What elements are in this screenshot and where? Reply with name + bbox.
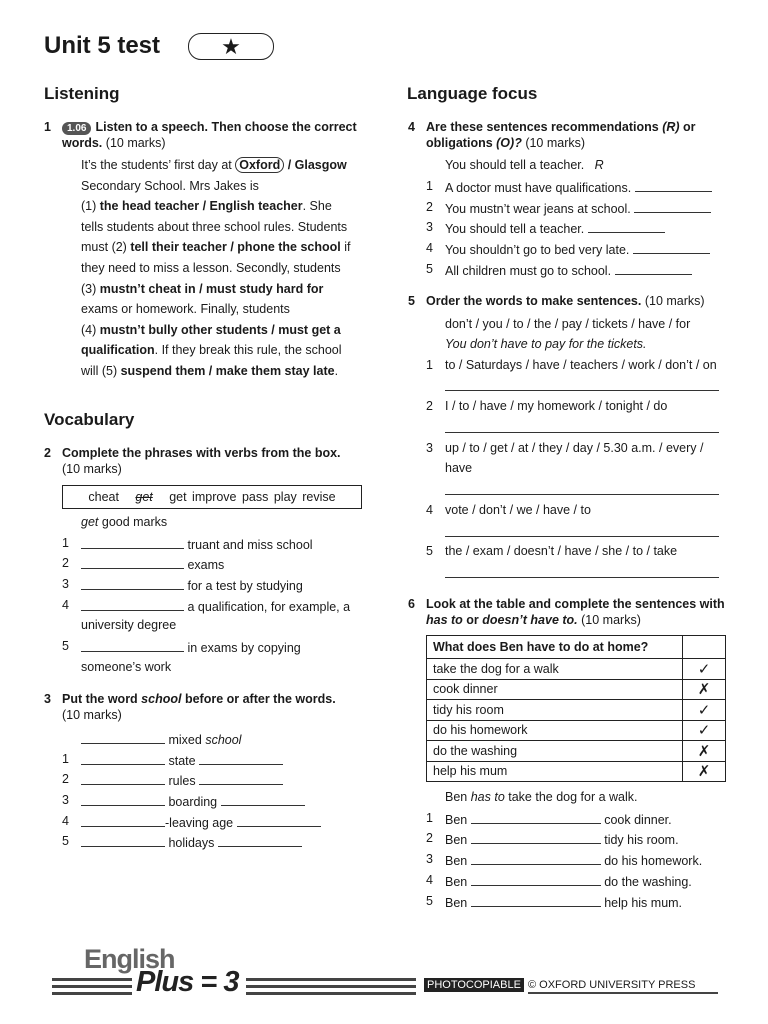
q3-example: mixed school [81,731,241,747]
answer-line [445,390,719,391]
q4-item: You shouldn’t go to bed very late. [445,241,710,257]
table-header: What does Ben have to do at home? [427,636,683,659]
q5-instruction: 5 Order the words to make sentences. (10 marks) [408,294,705,308]
logo-plus: Plus = 3 [136,966,239,998]
q1-passage: It’s the students’ first day at Oxford / Glasgow Secondary School. Mrs Jakes is (1) the head teacher / English teacher. She tells students about three school rules. Students must (2) tell their teacher / phone the school if they need to miss a lesson. Secondly, students (3) mustn’t cheat in / must study hard for exams or homework. Finally, students (4) mustn’t bully other students / must get a qualification. If they break this rule, the school will (5) suspend them / make them stay late. [81,158,351,378]
table-row: help his mum ✗ [427,761,726,782]
choice-5: suspend them / make them stay late [120,363,335,378]
q3-item: state [81,752,283,768]
q6-item: Ben help his mum. [445,896,683,910]
q3-instruction: 3 Put the word school before or after the words. (10 marks) [44,692,336,722]
q6-instruction: 6 Look at the table and complete the sentences with has to or doesn’t have to. (10 marks) [408,597,725,627]
item-number: 2 [426,831,433,845]
q6-item: Ben cook dinner. [445,813,672,827]
q2-item: truant and miss school [81,536,313,552]
q4-item: You mustn’t wear jeans at school. [445,200,711,216]
cross-icon: ✗ [683,761,726,782]
cross-icon: ✗ [683,741,726,762]
item-number: 5 [426,544,433,558]
q3-item: rules [81,772,283,788]
table-row: do the washing ✗ [427,741,726,762]
q6-item: Ben do the washing. [445,875,692,889]
answer-line [445,494,719,495]
choice-3: mustn’t cheat in / must study hard for [99,281,324,296]
item-number: 5 [426,894,433,908]
item-number: 4 [62,598,69,612]
q4-item: You should tell a teacher. [445,220,665,236]
answer-line [445,536,719,537]
q1-instruction: 1 1.06 Listen to a speech. Then choose the correct words. (10 marks) [44,120,357,150]
item-number: 2 [426,200,433,214]
item-number: 4 [426,503,433,517]
table-row: do his homework ✓ [427,720,726,741]
item-number: 1 [62,752,69,766]
answer-line [445,432,719,433]
q2-item-cont: someone’s work [81,660,172,674]
q2-item: for a test by studying [81,577,303,593]
q5-example: don’t / you / to / the / pay / tickets / have / for [445,317,691,331]
table-header-row [427,636,726,659]
star-level-badge [188,33,274,60]
q4-item: All children must go to school. [445,262,692,278]
item-number: 2 [426,399,433,413]
answer-line [445,577,719,578]
listening-heading: Listening [44,84,120,103]
vocabulary-heading: Vocabulary [44,410,135,429]
q5-item: vote / don’t / we / have / to [445,503,591,517]
publisher-label: © OXFORD UNIVERSITY PRESS [528,979,696,991]
page-title: Unit 5 test [44,32,161,59]
word-box: cheat get get improve pass play revise [62,485,362,509]
q4-item: A doctor must have qualifications. [445,179,712,195]
item-number: 1 [426,358,433,372]
q3-item: holidays [81,834,302,850]
q5-item: I / to / have / my homework / tonight / do [445,399,668,413]
item-number: 2 [62,772,69,786]
q2-item: in exams by copying [81,639,301,655]
item-number: 3 [62,577,69,591]
q3-item: -leaving age [81,814,321,830]
q2-item-cont: university degree [81,618,177,632]
item-number: 5 [62,639,69,653]
item-number: 4 [62,814,69,828]
q4-instruction: 4 Are these sentences recommendations (R) or obligations (O)? (10 marks) [408,120,696,150]
q2-item: a qualification, for example, a [81,598,350,614]
table-row: tidy his room ✓ [427,700,726,721]
audio-cd-icon: 1.06 [62,122,91,135]
tick-icon: ✓ [683,720,726,741]
photocopiable-label: PHOTOCOPIABLE [424,978,524,992]
q2-item: exams [81,556,224,572]
item-number: 3 [426,441,433,455]
chores-table [426,635,726,782]
footer-rule [246,978,416,981]
item-number: 1 [426,179,433,193]
q2-instruction: 2 Complete the phrases with verbs from the box. (10 marks) [44,446,341,476]
footer-rule [246,985,416,988]
item-number: 4 [426,241,433,255]
item-number: 4 [426,873,433,887]
q2-example: get good marks [81,515,168,529]
footer-rule [528,992,718,994]
item-number: 3 [426,220,433,234]
tick-icon: ✓ [683,700,726,721]
choice-1: the head teacher / English teacher [99,199,303,214]
item-number: 1 [426,811,433,825]
item-number: 1 [62,536,69,550]
tick-icon: ✓ [683,659,726,680]
q6-item: Ben tidy his room. [445,833,679,847]
cross-icon: ✗ [683,679,726,700]
footer-rule [52,978,132,981]
oxford-circled-answer: Oxford [235,157,284,173]
q3-item: boarding [81,793,305,809]
footer-rule [52,992,132,995]
footer-rule [246,992,416,995]
star-icon: ★ [221,34,241,59]
item-number: 3 [62,793,69,807]
item-number: 5 [62,834,69,848]
q5-item: the / exam / doesn’t / have / she / to / take [445,544,678,558]
q5-item: up / to / get / at / they / day / 5.30 a.m. / every / [445,441,704,455]
choice-4: mustn’t bully other students / must get a qualification [81,322,341,358]
logo-english: English [84,944,175,974]
item-number: 5 [426,262,433,276]
q5-item: to / Saturdays / have / teachers / work / don’t / on [445,358,717,372]
q6-example: Ben has to take the dog for a walk. [445,790,638,804]
item-number: 3 [426,852,433,866]
q6-item: Ben do his homework. [445,854,703,868]
footer-rule [52,985,132,988]
item-number: 2 [62,556,69,570]
language-focus-heading: Language focus [407,84,538,103]
q5-example-answer: You don’t have to pay for the tickets. [445,337,647,351]
q4-example: You should tell a teacher. R [445,158,604,172]
table-row: take the dog for a walk ✓ [427,659,726,680]
q5-item-cont: have [445,461,473,475]
table-row: cook dinner ✗ [427,679,726,700]
choice-2: tell their teacher / phone the school [130,240,341,255]
